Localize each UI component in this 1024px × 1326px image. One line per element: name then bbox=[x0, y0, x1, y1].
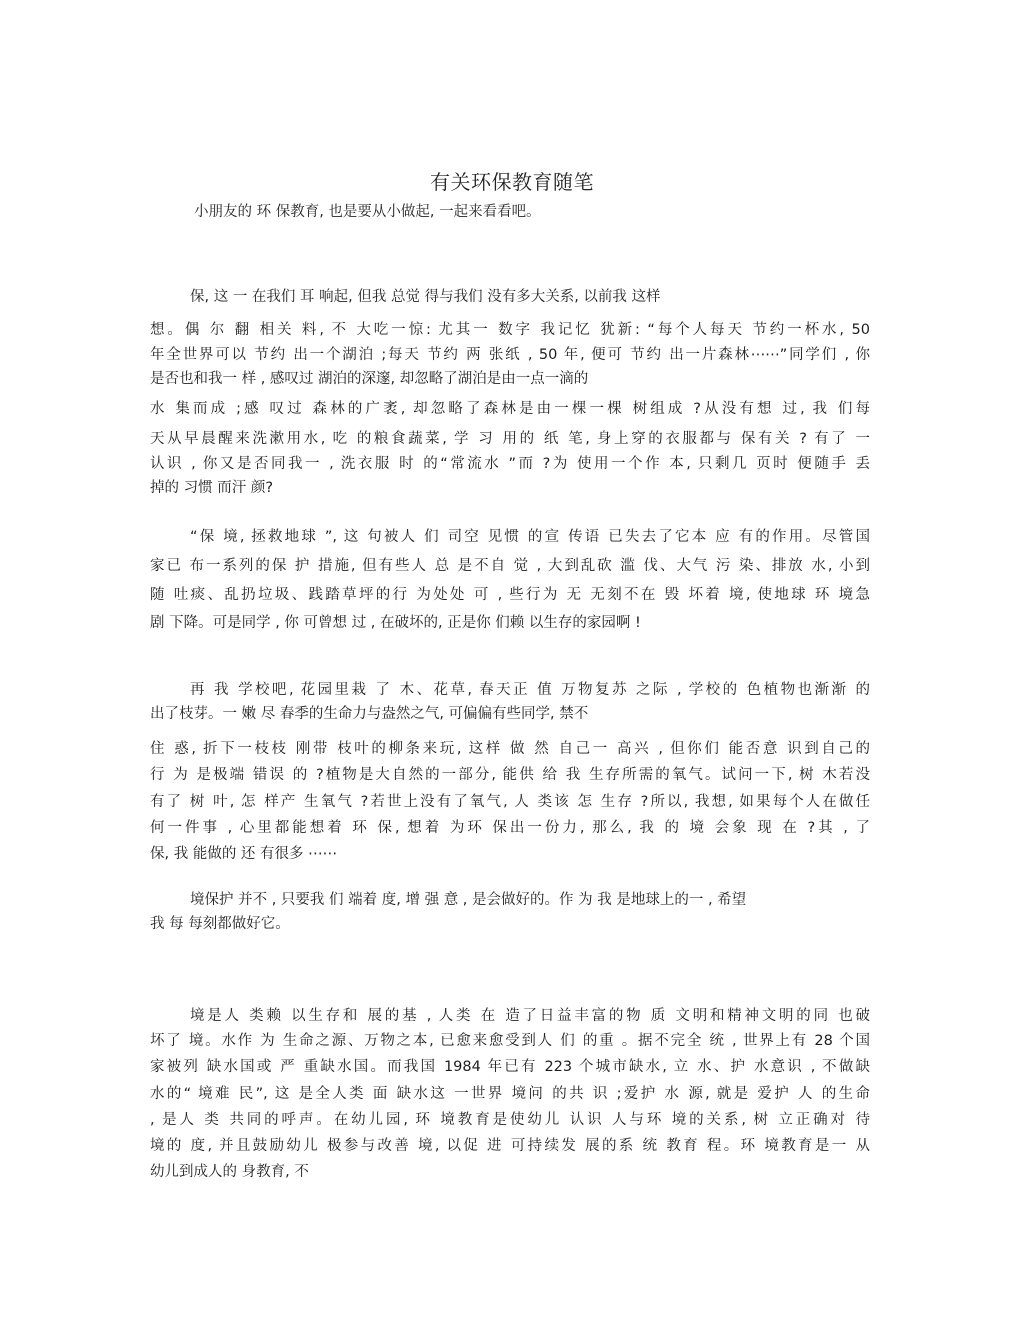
page-title: 有关环保教育随笔 bbox=[430, 170, 594, 194]
text-line: 剧 下降。可是同学 , 你 可曾想 过 , 在破坏的, 正是你 们赖 以生存的家园啊 ! bbox=[150, 615, 641, 631]
text-line: 坏了 境。水作 为 生命之源、万物之本, 已愈来愈受到人 们 的重 。据不完全 统 , 世界上有 28 个国 bbox=[150, 1033, 870, 1049]
text-line: 天从早晨醒来洗漱用水, 吃 的粮食蔬菜, 学 习 用的 纸 笔, 身上穿的衣服都与 保有关 ? 有了 一 bbox=[150, 431, 870, 447]
text-line: “保 境, 拯救地球 ”, 这 句被人 们 司空 见惯 的宣 传语 已失去了它本 应 有的作用。尽管国 bbox=[190, 529, 870, 545]
text-line: 行 为 是极端 错误 的 ?植物是大自然的一部分, 能供 给 我 生存所需的氧气。试问一下, 树 木若没 bbox=[150, 767, 870, 783]
text-line: 境保护 并不 , 只要我 们 端着 度, 增 强 意 , 是会做好的。作 为 我 是地球上的一 , 希望 bbox=[190, 892, 747, 908]
text-line: 家已 布一系列的保 护 措施, 但有些人 总 是不自 觉 , 大到乱砍 滥 伐、大气 污 染、排放 水, 小到 bbox=[150, 558, 870, 574]
text-line: 境的 度, 并且鼓励幼儿 极参与改善 境, 以促 进 可持续发 展的系 统 教育 程。环 境教育是一 从 bbox=[150, 1138, 870, 1154]
text-line: 住 惑, 折下一枝枝 刚带 枝叶的柳条来玩, 这样 做 然 自己一 高兴 , 但你们 能否意 识到自己的 bbox=[150, 741, 870, 757]
text-line: 我 每 每刻都做好它。 bbox=[150, 916, 290, 932]
text-line: 认识 , 你又是否同我一 , 洗衣服 时 的“常流水 ”而 ?为 使用一个作 本, 只剩几 页时 便随手 丢 bbox=[150, 456, 870, 472]
text-line: 家被列 缺水国或 严 重缺水国。而我国 1984 年已有 223 个城市缺水, 立 水、护 水意识 , 不做缺 bbox=[150, 1059, 870, 1075]
text-line: 何一件事 , 心里都能想着 环 保, 想着 为环 保出一份力, 那么, 我 的 境 会象 现 在 ?其 , 了 bbox=[150, 820, 870, 836]
page-subtitle: 小朋友的 环 保教育, 也是要从小做起, 一起来看看吧。 bbox=[194, 204, 541, 220]
text-line: 水 集而成 ;感 叹过 森林的广袤, 却忽略了森林是由一棵一棵 树组成 ?从没有想 过, 我 们每 bbox=[150, 401, 870, 417]
text-line: 年全世界可以 节约 出一个湖泊 ;每天 节约 两 张纸 , 50 年, 便可 节约 出一片森林⋯⋯”同学们 , 你 bbox=[150, 347, 870, 363]
text-line: 掉的 习惯 而汗 颜? bbox=[150, 480, 274, 496]
text-line: 有了 树 叶, 怎 样产 生氧气 ?若世上没有了氧气, 人 类该 怎 生存 ?所以, 我想, 如果每个人在做任 bbox=[150, 794, 870, 810]
text-line: 出了枝芽。一 嫩 尽 春季的生命力与盎然之气, 可偏偏有些同学, 禁不 bbox=[150, 706, 589, 722]
text-line: 幼儿到成人的 身教育, 不 bbox=[150, 1164, 309, 1180]
text-line: 再 我 学校吧, 花园里栽 了 木、花草, 春天正 值 万物复苏 之际 , 学校的 色植物也渐渐 的 bbox=[190, 682, 870, 698]
text-line: 境是人 类赖 以生存和 展的基 , 人类 在 造了日益丰富的物 质 文明和精神文明的同 也破 bbox=[190, 1008, 870, 1024]
text-line: 随 吐痰、乱扔垃圾、践踏草坪的行 为处处 可 , 些行为 无 无刻不在 毁 坏着 境, 使地球 环 境急 bbox=[150, 587, 870, 603]
text-line: , 是人 类 共同的呼声。在幼儿园, 环 境教育是使幼儿 认识 人与环 境的关系, 树 立正确对 待 bbox=[150, 1112, 870, 1128]
text-line: 保, 这 一 在我们 耳 响起, 但我 总觉 得与我们 没有多大关系, 以前我 这样 bbox=[190, 289, 661, 305]
text-line: 水的“ 境难 民”, 这 是全人类 面 缺水这 一世界 境问 的共 识 ;爱护 水 源, 就是 爱护 人 的生命 bbox=[150, 1086, 870, 1102]
text-line: 保, 我 能做的 还 有很多 ⋯⋯ bbox=[150, 846, 338, 862]
text-line: 想。偶 尔 翻 相关 料, 不 大吃一惊: 尤其一 数字 我记忆 犹新: “每个人每天 节约一杯水, 50 bbox=[150, 322, 870, 338]
text-line: 是否也和我一 样 , 感叹过 湖泊的深邃, 却忽略了湖泊是由一点一滴的 bbox=[150, 371, 589, 387]
